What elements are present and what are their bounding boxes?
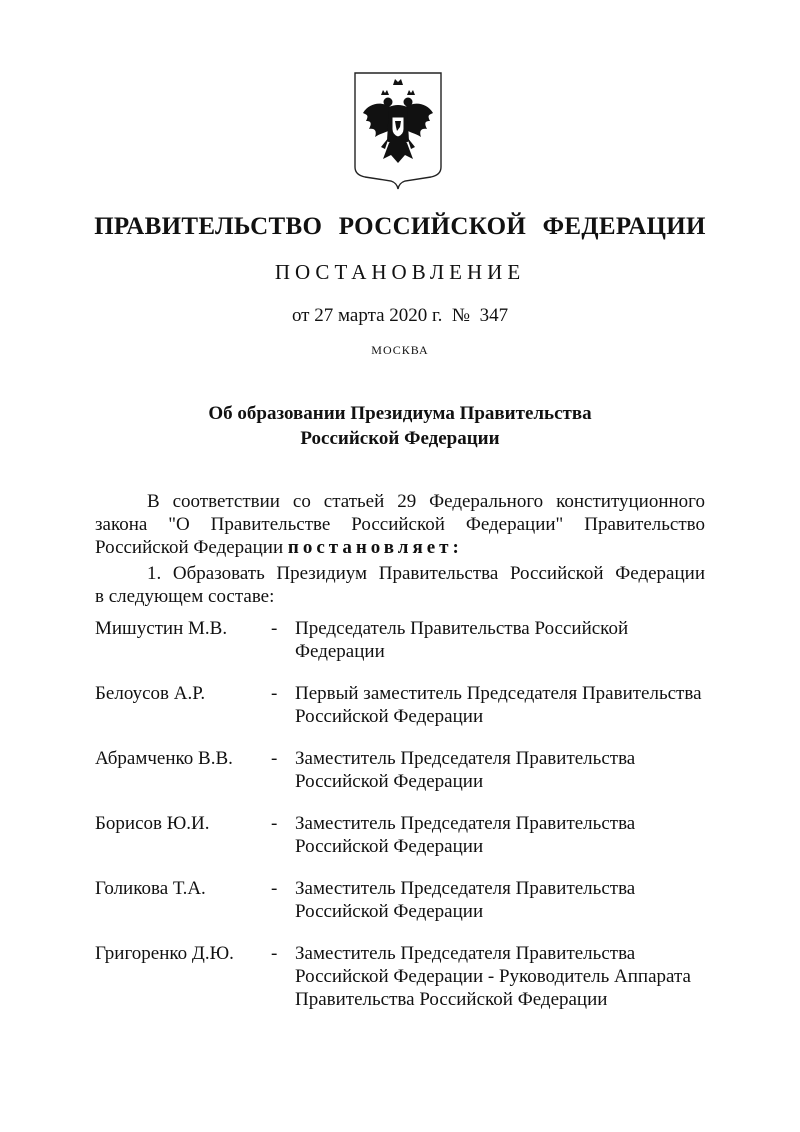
document-date-number: от 27 марта 2020 г. № 347: [291, 305, 509, 326]
member-name: Мишустин М.В.: [95, 618, 228, 639]
document-place: МОСКВА: [371, 343, 429, 357]
member-dash: -: [271, 683, 278, 704]
clause-line: в следующем составе:: [95, 586, 275, 607]
member-dash: -: [271, 943, 278, 964]
member-position: Заместитель Председателя Правительства Российской Федерации: [295, 813, 636, 857]
member-dash: -: [271, 813, 278, 834]
government-title: ПРАВИТЕЛЬСТВО РОССИЙСКОЙ ФЕДЕРАЦИИ: [94, 213, 706, 240]
clause-1-paragraph: [95, 562, 705, 608]
member-position: Заместитель Председателя Правительства Российской Федерации: [295, 878, 636, 922]
subject-line: Российской Федерации: [300, 428, 500, 449]
member-dash: -: [271, 878, 278, 899]
preamble-line: [95, 536, 705, 559]
member-name: Григоренко Д.Ю.: [95, 943, 234, 964]
preamble-line: закона "О Правительстве Российской Федерации" Правительство: [95, 514, 705, 535]
preamble-text: Российской Федерации: [95, 537, 288, 558]
member-dash: -: [271, 748, 278, 769]
document-subject: [0, 401, 800, 451]
member-name: Борисов Ю.И.: [95, 813, 210, 834]
preamble-line: В соответствии со статьей 29 Федерального конституционного: [147, 491, 705, 512]
subject-line: Об образовании Президиума Правительства: [208, 403, 592, 424]
member-name: Белоусов А.Р.: [95, 683, 206, 704]
document-type: ПОСТАНОВЛЕНИЕ: [274, 260, 526, 284]
member-name: Абрамченко В.В.: [95, 748, 233, 769]
member-position: Заместитель Председателя Правительства Российской Федерации: [295, 748, 636, 792]
member-position: Председатель Правительства Российской Федерации: [295, 618, 629, 662]
resolves-word: постановляет:: [287, 537, 463, 558]
member-position: Первый заместитель Председателя Правительства Российской Федерации: [295, 683, 702, 727]
preamble-paragraph: [95, 490, 705, 559]
member-name: Голикова Т.А.: [95, 878, 206, 899]
coat-of-arms-emblem: [353, 71, 443, 191]
member-dash: -: [271, 618, 278, 639]
member-position: Заместитель Председателя Правительства Российской Федерации - Руководитель Аппарата Правительства Российской Федерации: [295, 943, 691, 1010]
clause-line: 1. Образовать Президиум Правительства Российской Федерации: [147, 563, 705, 584]
